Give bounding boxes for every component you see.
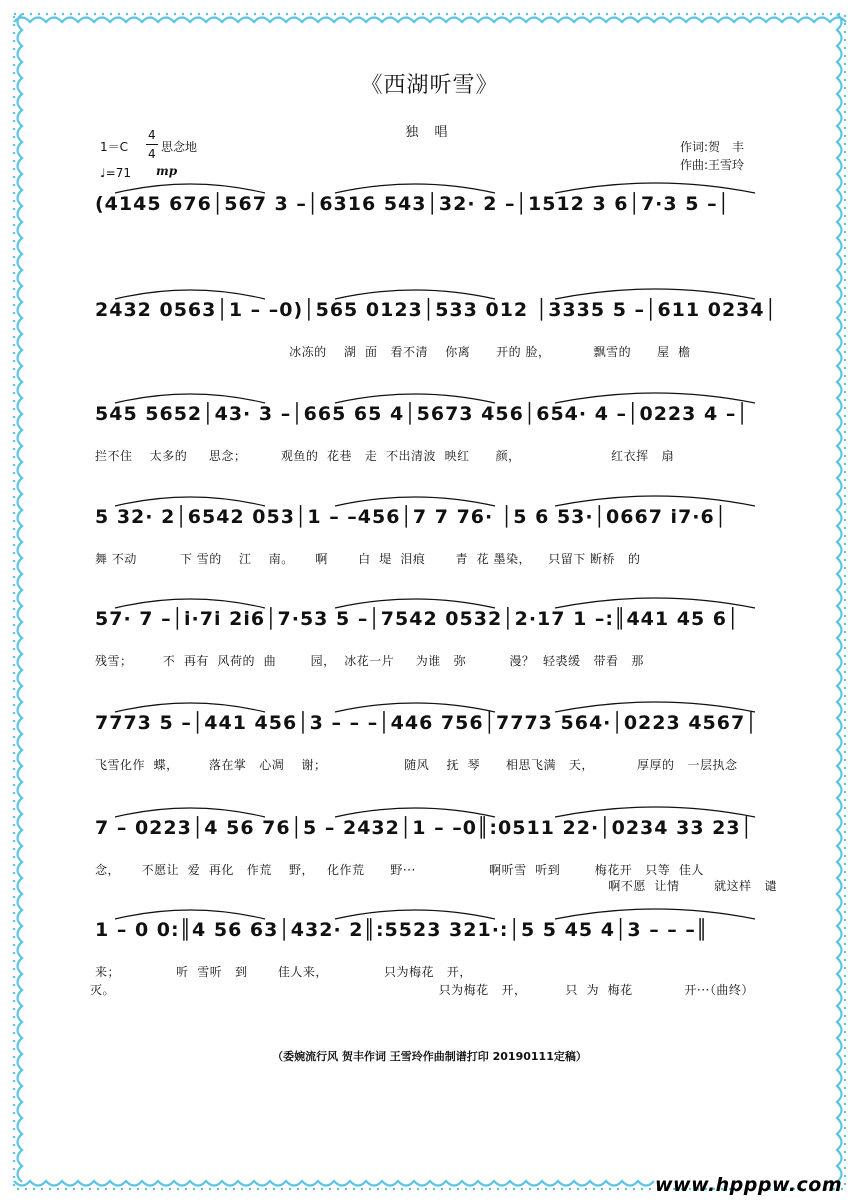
score-row <box>95 712 795 802</box>
song-title: 《西湖听雪》 <box>360 73 499 98</box>
slur-mark <box>95 803 795 823</box>
score-notes: 57· 7 –│i·7i 2i6│7·53 5 –│7542 0532│2·17 1 –:║441 45 6│ <box>95 608 740 630</box>
lyric-line-second-verse: 灭。 只为梅花 开， 只 为 梅花 开···（曲终） <box>90 983 754 997</box>
lyricist-credit: 作词:贺 丰 <box>680 140 745 154</box>
rhythm-underline <box>95 532 785 533</box>
time-signature-bottom: 4 <box>148 147 156 161</box>
score-row <box>95 299 795 389</box>
rhythm-underline <box>95 843 785 844</box>
score-notes: 1 – 0 0:║4 56 63│432· 2║:5523 321·:│5 5 45 4│3 – – –║ <box>95 919 709 941</box>
score-row <box>95 403 795 493</box>
rhythm-underline <box>95 634 785 635</box>
score-notes: 2432 0563│1 – –0)│565 0123│533 012 │3335 5 –│611 0234│ <box>95 299 778 321</box>
lyric-line: 飞雪化作 蝶， 落在掌 心凋 谢； 随风 抚 琴 相思飞满 天， 厚厚的 一层执念 <box>95 758 738 772</box>
time-signature-top: 4 <box>148 128 156 142</box>
score-row <box>95 193 795 283</box>
score-row <box>95 608 795 698</box>
score-footer-note: （委婉流行风 贺丰作词 王雪玲作曲制谱打印 20190111定稿） <box>272 1050 587 1063</box>
composer-credit: 作曲:王雪玲 <box>680 158 745 172</box>
lyric-line: 残雪； 不 再有 风荷的 曲 园， 冰花一片 为谁 弥 漫？ 轻裘缓 带看 那 <box>95 654 644 668</box>
lyric-line: 舞 不动 下 雪的 江 南。 啊 白 堤 泪痕 青 花 墨染， 只留下 断桥 的 <box>95 552 641 566</box>
lyric-line: 念， 不愿让 爱 再化 作荒 野， 化作荒 野··· 啊听雪 听到 梅花开 只等 佳人 <box>95 863 704 877</box>
slur-mark <box>95 285 795 305</box>
score-notes: 545 5652│43· 3 –│665 65 4│5673 456│654· 4 –│0223 4 –│ <box>95 403 749 425</box>
slur-mark <box>95 179 795 199</box>
slur-mark <box>95 594 795 614</box>
score-notes: 7773 5 –│441 456│3 – – –│446 756│7773 564·│0223 4567│ <box>95 712 758 734</box>
score-notes: (4145 676│567 3 –│6316 543│32· 2 –│1512 3 6│7·3 5 –│ <box>95 193 731 215</box>
score-notes: 5 32· 2│6542 053│1 – –456│7 7 76· │5 6 53·│0667 i7·6│ <box>95 506 728 528</box>
rhythm-underline <box>95 945 785 946</box>
tempo-marking: ♩=71 <box>100 166 131 180</box>
site-watermark: www.hpppw.com <box>655 1174 843 1196</box>
score-notes: 7 – 0223│4 56 76│5 – 2432│1 – –0║:0511 22·│0234 33 23│ <box>95 817 754 839</box>
score-row <box>95 817 795 907</box>
lyric-line: 来； 听 雪听 到 佳人来， 只为梅花 开， <box>95 965 472 979</box>
lyric-line-second-verse: 啊不愿 让情 就这样 谴 <box>95 879 778 893</box>
dynamic-marking: mp <box>156 164 178 178</box>
slur-mark <box>95 698 795 718</box>
mood-marking: 思念地 <box>161 140 198 154</box>
score-row <box>90 919 795 1009</box>
performance-type: 独 唱 <box>405 125 454 140</box>
lyric-line: 拦不住 太多的 思念； 观鱼的 花巷 走 不出清波 映红 颜， 红衣挥 扇 <box>95 449 675 463</box>
slur-mark <box>95 389 795 409</box>
rhythm-underline <box>95 325 785 326</box>
rhythm-underline <box>95 219 785 220</box>
score-row <box>95 506 795 596</box>
slur-mark <box>95 905 795 925</box>
rhythm-underline <box>95 429 785 430</box>
key-signature: 1＝C <box>100 140 129 154</box>
rhythm-underline <box>95 738 785 739</box>
slur-mark <box>95 492 795 512</box>
time-signature-line <box>146 144 158 145</box>
lyric-line: 冰冻的 湖 面 看不清 你离 开的 脸， 飘雪的 屋 檐 <box>95 345 691 359</box>
